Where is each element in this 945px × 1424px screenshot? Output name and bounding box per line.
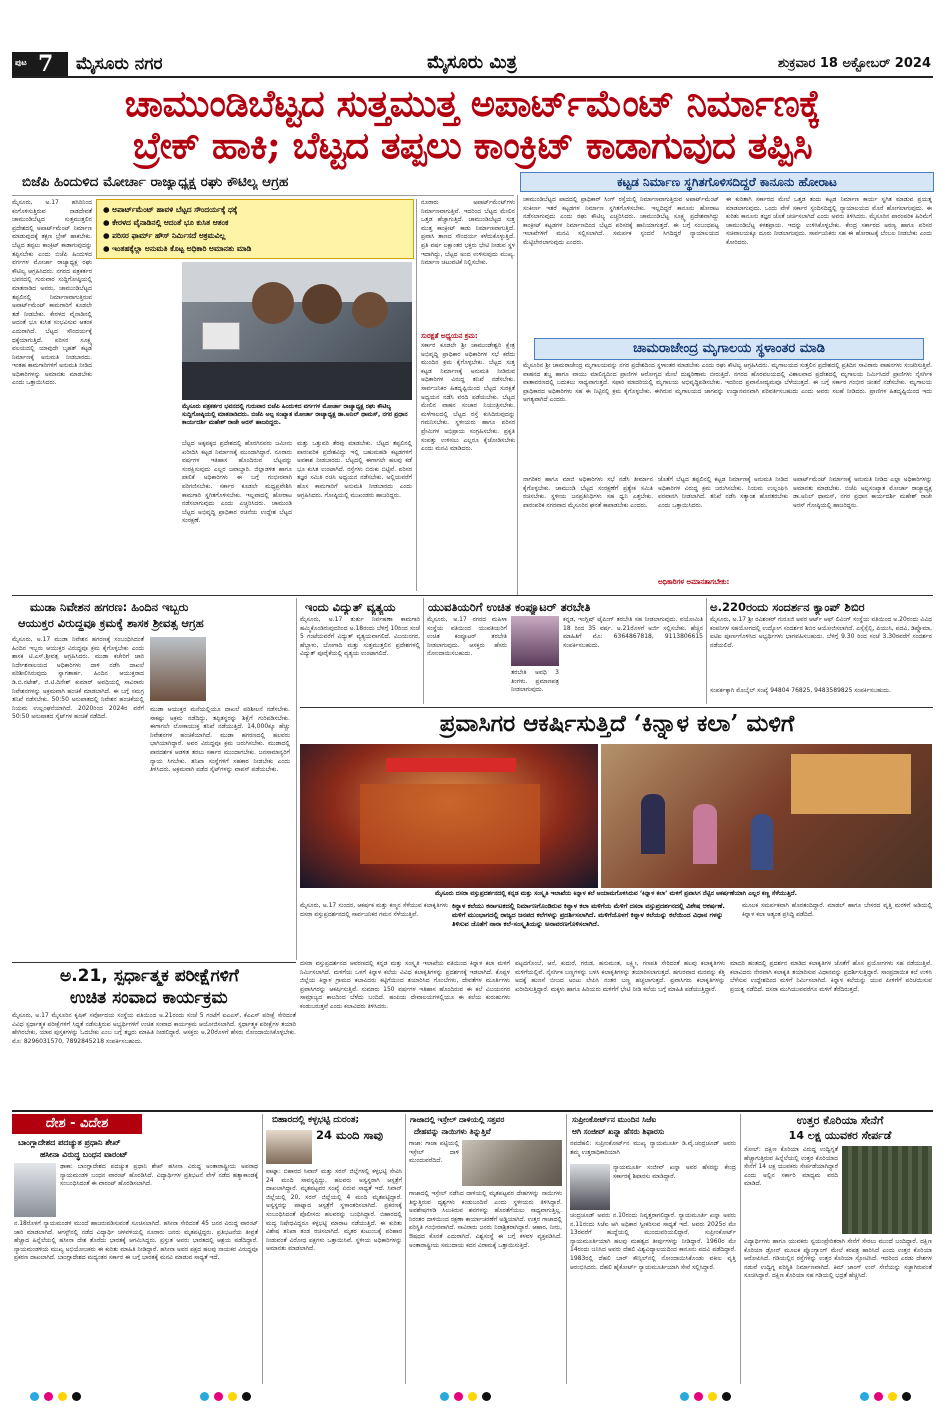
muda-headline-line1: ಮುಡಾ ನಿವೇಶನ ಹಗರಣ: ಹಿಂದಿನ ಇಬ್ಬರು: [30, 600, 189, 614]
zoo-body-col3: ಅಪಾರ್ಟ್‌ಮೆಂಟ್ ನಿರ್ಮಾಣಕ್ಕೆ ಅನುಮತಿ ನೀಡಿದ ಎಲ್ಲಾ ಅಧಿಕಾರಿಗಳನ್ನು ಅಮಾನತು ಮಾಡಬೇಕು. ಬಿಜೆಪಿ ಅಲ್ಪಸಂಖ್ಯಾತ ಮೋರ್ಚಾ ರಾಜ್ಯಾಧ್ಯಕ್ಷ ಡಾ.ಅನಿಲ್ ಥಾಮಸ್, ನಗರ ಪ್ರಧಾನ ಕಾರ್ಯದರ್ಶಿ ಮಹೇಶ್ ರಾಜೇ ಅರಸ್ ಗೋಷ್ಠಿಯಲ್ಲಿ ಹಾಜರಿದ್ದರು.: [793, 476, 932, 509]
subhead-action: ಅಧಿಕಾರಿಗಳ ಅಮಾನತಾಗಬೇಕು:: [658, 578, 730, 586]
kinnal-body-col3: ಮೂಲಕ ಸಮರ್ಪಕವಾಗಿ ಹೊರತಂದಿದ್ದಾರೆ. ಮಾಡಲ್ ಹಾಗೂ ಬೇಸರದ ವೃತ್ತಿ ಮರಳಿಗೆ ಅಡಿಯಲ್ಲಿ ಕಿನ್ನಾಳ ಕಲಾ ಅತ್ಯಂತ ಪ್ರಸಿದ್ಧಿ ಪಡೆದಿದೆ.: [742, 902, 932, 918]
kinnal-intro: ಕಿನ್ನಾಳ ಕಲೆಯು ಕರ್ನಾಟಕದಲ್ಲಿ ನಿರ್ಮಾಣಗೊಂಡಿರುವ ಕಿನ್ನಾಳ ಕಲಾ ಮಳಿಗೆಯ ಮೆಳಿಗೆ ದಸರಾ ವಸ್ತುಪ್ರದರ್ಶನದಲ್ಲಿ ವಿಶೇಷ ಆಕರ್ಷಣೆ. ಮಳಿಗೆ ಮುಂಭಾಗದಲ್ಲಿ ರಾಜ್ಯದ ಜನಪದ ಕಲೆಗಳನ್ನು ಪ್ರದರ್ಶಿಸಲಾಗಿದೆ. ಮಳಿಗೆಯೊಳಗೆ ಕಿನ್ನಾಳ ಕಲೆಯನ್ನು ಕಲೆಯಿಂದ ವಿಧಾನ ಗಳನ್ನು ತಿಳಿಸುವ ಜೊತೆಗೆ ನಾನಾ ಕಲೆ-ಸಂಸ್ಕೃತಿಯನ್ನು ಅನಾವರಣಗೊಳಿಸಲಾಗಿದೆ.: [452, 902, 725, 929]
photo-person: [352, 292, 388, 328]
world-s4-body: ಚಂದ್ರಚೂಡ್ ಅವರು ನ.10ರಂದು ನಿವೃತ್ತರಾಗಲಿದ್ದಾರೆ. ನ್ಯಾಯಮೂರ್ತಿ ಖನ್ನಾ ಅವರು ನ.11ರಂದು ಸಿಜೆಐ ಆಗಿ ಅಧಿಕಾರ ಸ್ವೀಕರಿಸುವ ಸಾಧ್ಯತೆ ಇದೆ. ಅವರು 2025ರ ಮೇ 13ರವರೆಗೆ ಹುದ್ದೆಯಲ್ಲಿ ಮುಂದುವರಿಯಲಿದ್ದಾರೆ. ಸುಪ್ರೀಂಕೋರ್ಟ್ ನ್ಯಾಯಮೂರ್ತಿಯಾಗಿ ಹಲವು ಮಹತ್ವದ ತೀರ್ಪುಗಳನ್ನು ನೀಡಿದ್ದಾರೆ. 1960ರ ಮೇ 14ರಂದು ಜನಿಸಿದ ಅವರು ದೆಹಲಿ ವಿಶ್ವವಿದ್ಯಾಲಯದಿಂದ ಕಾನೂನು ಪದವಿ ಪಡೆದಿದ್ದಾರೆ. 1983ರಲ್ಲಿ ದೆಹಲಿ ಬಾರ್ ಕೌನ್ಸಿಲ್‌ನಲ್ಲಿ ನೋಂದಾಯಿಸಿಕೊಂಡು ವಕೀಲ ವೃತ್ತಿ ಆರಂಭಿಸಿದರು. ದೆಹಲಿ ಹೈಕೋರ್ಟ್ ನ್ಯಾಯಮೂರ್ತಿಯಾಗಿ ಸೇವೆ ಸಲ್ಲಿಸಿದ್ದಾರೆ.: [570, 1212, 736, 1271]
registration-dot: [58, 1392, 67, 1401]
right-body-col1: ಚಾಮುಂಡಿಬೆಟ್ಟದ ಪಾದದಲ್ಲಿ ಪ್ರಾಧಿಕಾರ್ ಸಿಂಗ್ ರಸ್ತೆಯಲ್ಲಿ ನಿರ್ಮಾಣವಾಗುತ್ತಿರುವ ಅಪಾರ್ಟ್‌ಮೆಂಟ್ ಸಂಕೀರ್ಣ ಇತರೆ ಕಟ್ಟಡಗಳ ನಿರ್ಮಾಣ ಸ್ಥಗಿತಗೊಳಿಸಬೇಕು. ಇಲ್ಲದಿದ್ದರೆ ಕಾನೂನು ಹೋರಾಟ ನಡೆಸಲಾಗುವುದು ಎಂದು ರಘು ಕೌಟಿಲ್ಯ ಎಚ್ಚರಿಸಿದರು. ಚಾಮುಂಡಿಬೆಟ್ಟ ಸೂಕ್ಷ್ಮ ಪ್ರದೇಶವಾಗಿದ್ದು ಕಾಂಕ್ರೀಟ್ ಕಟ್ಟಡಗಳ ನಿರ್ಮಾಣದಿಂದ ಬೆಟ್ಟದ ಪರಿಸರಕ್ಕೆ ಹಾನಿಯಾಗುತ್ತದೆ. ಈ ಬಗ್ಗೆ ಸಂಬಂಧಪಟ್ಟ ಇಲಾಖೆಗಳಿಗೆ ಮನವಿ ಸಲ್ಲಿಸಲಾಗಿದೆ. ಸಮರ್ಪಕ ಸ್ಪಂದನೆ ಸಿಗದಿದ್ದರೆ ನ್ಯಾಯಾಲಯದ ಮೆಟ್ಟಿಲೇರಲಾಗುವುದು ಎಂದರು.: [523, 196, 719, 246]
registration-dot: [200, 1392, 209, 1401]
photo-document: [202, 322, 240, 350]
page-number-box: [12, 52, 68, 76]
exam-body: ಮೈಸೂರು, ಅ.17 ಮೈಸೂರಿನ ಕೃಷಿಕ್ ಸರ್ವೋದಯ ಸಂಸ್ಥೆಯ ವತಿಯಿಂದ ಅ.21ರಂದು ಸಂಜೆ 5 ಗಂಟೆಗೆ ಐಎಎಸ್, ಕೆಎಎಸ್ ಪರೀಕ್ಷೆ ಸೇರಿದಂತೆ ವಿವಿಧ ಸ್ಪರ್ಧಾತ್ಮಕ ಪರೀಕ್ಷೆಗಳಿಗೆ ಸಿದ್ಧತೆ ನಡೆಸುತ್ತಿರುವ ಅಭ್ಯರ್ಥಿಗಳಿಗೆ ಉಚಿತ ಸಂವಾದ ಕಾರ್ಯಕ್ರಮ ಆಯೋಜಿಸಲಾಗಿದೆ. ಸ್ಪರ್ಧಾತ್ಮಕ ಪರೀಕ್ಷೆಗಳ ತಯಾರಿ ಹೇಗಿರಬೇಕು, ಯಾವ ಪುಸ್ತಕಗಳನ್ನು ಓದಬೇಕು ಎಂಬ ಬಗ್ಗೆ ತಜ್ಞರು ಮಾಹಿತಿ ನೀಡಲಿದ್ದಾರೆ. ಆಸಕ್ತರು ಅ.20ರೊಳಗೆ ಹೆಸರು ನೋಂದಾಯಿಸಿಕೊಳ್ಳಬೇಕು. ಮೊ: 8296031570, 7892845218 ಸಂಪರ್ಕಿಸಬಹುದು.: [12, 1012, 296, 1045]
issue-date: ಶುಕ್ರವಾರ 18 ಅಕ್ಟೋಬರ್ 2024: [777, 56, 931, 71]
bullet-item: ● ಅಪಾರ್ಟ್‌ಮೆಂಟ್ ಹಾವಳಿ ಬೆಟ್ಟದ ಸೌಂದರ್ಯಕ್ಕೆ ಧಕ್ಕೆ: [103, 205, 238, 214]
lead-photo: [182, 262, 412, 400]
world-s1-photo: [14, 1163, 56, 1217]
muda-headline-line2: ಆಯುಕ್ತರ ವಿರುದ್ಧವೂ ಕ್ರಮಕ್ಕೆ ಶಾಸಕ ಶ್ರೀವತ್ಸ ಆಗ್ರಹ: [18, 616, 204, 630]
world-s2-body: ಪಾಟ್ನಾ: ಬಿಹಾರದ ಸಿವಾನ್ ಮತ್ತು ಸರನ್ ಜಿಲ್ಲೆಗಳಲ್ಲಿ ಕಳ್ಳಭಟ್ಟಿ ಸೇವಿಸಿ 24 ಮಂದಿ ಸಾವನ್ನಪ್ಪಿದ್ದು, ಹಲವರು ಅಸ್ವಸ್ಥರಾಗಿ ಆಸ್ಪತ್ರೆಗೆ ದಾಖಲಾಗಿದ್ದಾರೆ. ಮೃತಪಟ್ಟವರ ಸಂಖ್ಯೆ ಏರುವ ಸಾಧ್ಯತೆ ಇದೆ. ಸಿವಾನ್ ಜಿಲ್ಲೆಯಲ್ಲಿ 20, ಸರನ್ ಜಿಲ್ಲೆಯಲ್ಲಿ 4 ಮಂದಿ ಮೃತಪಟ್ಟಿದ್ದಾರೆ. ಅಸ್ವಸ್ಥರನ್ನು ಪಾಟ್ನಾದ ಆಸ್ಪತ್ರೆಗೆ ಸ್ಥಳಾಂತರಿಸಲಾಗಿದೆ. ಪ್ರಕರಣಕ್ಕೆ ಸಂಬಂಧಿಸಿದಂತೆ ಪೊಲೀಸರು ಹಲವರನ್ನು ಬಂಧಿಸಿದ್ದಾರೆ. ಬಿಹಾರದಲ್ಲಿ ಮದ್ಯ ನಿಷೇಧವಿದ್ದರೂ ಕಳ್ಳಭಟ್ಟಿ ಮಾರಾಟ ನಡೆಯುತ್ತಿದೆ. ಈ ಕುರಿತು ವಿಶೇಷ ತನಿಖಾ ತಂಡ ರಚಿಸಲಾಗಿದೆ. ಮೃತರ ಕುಟುಂಬಕ್ಕೆ ಪರಿಹಾರ ನೀಡುವಂತೆ ವಿರೋಧ ಪಕ್ಷಗಳು ಒತ್ತಾಯಿಸಿವೆ. ಸ್ಥಳೀಯ ಅಧಿಕಾರಿಗಳನ್ನು ಅಮಾನತು ಮಾಡಲಾಗಿದೆ.: [266, 1168, 402, 1253]
world-s4-body-mid: ನ್ಯಾಯಮೂರ್ತಿ ಸಂಜೀವ್ ಖನ್ನಾ ಅವರ ಹೆಸರನ್ನು ಕೇಂದ್ರ ಸರ್ಕಾರಕ್ಕೆ ಶಿಫಾರಸು ಮಾಡಿದ್ದಾರೆ.: [613, 1164, 736, 1180]
divider: [706, 598, 707, 704]
divider: [12, 962, 296, 963]
right-body-col2: ಈ ಕುರಿತಾಗಿ ಸರ್ಕಾರದ ಮೇಲೆ ಒತ್ತಡ ತಂದು ಕಟ್ಟಡ ನಿರ್ಮಾಣ ಕಾರ್ಯ ಸ್ಥಗಿತ ಮಾಡುವ ಪ್ರಯತ್ನ ಮಾಡಲಾಗುವುದು. ಒಂದು ವೇಳೆ ಸರ್ಕಾರ ಸ್ಪಂದಿಸದಿದ್ದಲ್ಲಿ ನ್ಯಾಯಾಲಯದ ಮೊರೆ ಹೋಗಲಾಗುವುದು. ಈ ಕುರಿತು ಕಾನೂನು ತಜ್ಞರ ಜೊತೆ ಚರ್ಚಿಸಲಾಗಿದೆ ಎಂದು ಅವರು ತಿಳಿಸಿದರು. ಮೈಸೂರಿನ ಪಾರಂಪರಿಕ ಹಿರಿಮೆಗೆ ಚಾಮುಂಡಿಬೆಟ್ಟ ಕಳಶಪ್ರಾಯ. ಇದನ್ನು ಉಳಿಸಿಕೊಳ್ಳಬೇಕು. ಕೇಂದ್ರ ಸರ್ಕಾರದ ಅರಣ್ಯ ಹಾಗೂ ಪರಿಸರ ಸಚಿವಾಲಯಕ್ಕೂ ದೂರು ನೀಡಲಾಗುವುದು. ಸಾರ್ವಜನಿಕರು ಸಹ ಈ ಹೋರಾಟಕ್ಕೆ ಬೆಂಬಲ ನೀಡಬೇಕು ಎಂದು ಕೋರಿದರು.: [726, 196, 932, 246]
world-s3-body: ಗಾಜಾದಲ್ಲಿ ಇಸ್ರೇಲ್ ನಡೆಸಿದ ದಾಳಿಯಲ್ಲಿ ಮೃತಪಟ್ಟವರ ದೇಹಗಳನ್ನು ನಾಯಿಗಳು ತಿನ್ನುತ್ತಿರುವ ದೃಶ್ಯಗಳು ಕಂಡುಬಂದಿವೆ ಎಂದು ಸ್ಥಳೀಯರು ತಿಳಿಸಿದ್ದಾರೆ. ಅವಶೇಷಗಳಡಿ ಸಿಲುಕಿರುವ ಶವಗಳನ್ನು ಹೊರತೆಗೆಯಲು ಸಾಧ್ಯವಾಗುತ್ತಿಲ್ಲ. ನಿರಂತರ ದಾಳಿಯಿಂದ ರಕ್ಷಣಾ ಕಾರ್ಯಾಚರಣೆಗೆ ಅಡ್ಡಿಯಾಗಿದೆ. ಉತ್ತರ ಗಾಜಾದಲ್ಲಿ ಪರಿಸ್ಥಿತಿ ಗಂಭೀರವಾಗಿದೆ. ಸಾವಿರಾರು ಜನರು ನಿರಾಶ್ರಿತರಾಗಿದ್ದಾರೆ. ಆಹಾರ, ನೀರು, ಔಷಧದ ಕೊರತೆ ಎದುರಾಗಿದೆ. ವಿಶ್ವಸಂಸ್ಥೆ ಈ ಬಗ್ಗೆ ಕಳವಳ ವ್ಯಕ್ತಪಡಿಸಿದೆ. ಅಂತಾರಾಷ್ಟ್ರೀಯ ಸಮುದಾಯ ಕದನ ವಿರಾಮಕ್ಕೆ ಒತ್ತಾಯಿಸುತ್ತಿದೆ.: [409, 1190, 562, 1249]
world-s1-title-line1: ಬಾಂಗ್ಲಾದೇಶದ ಪದಚ್ಯುತ ಪ್ರಧಾನಿ ಶೇಖ್: [18, 1138, 121, 1147]
zoo-headline: ಚಾಮರಾಜೇಂದ್ರ ಮೃಗಾಲಯ ಸ್ಥಳಾಂತರ ಮಾಡಿ: [534, 338, 924, 360]
world-s4-photo: [570, 1164, 610, 1210]
kinnal-body-col4: ದಸರಾ ವಸ್ತುಪ್ರದರ್ಶನದ ಆವರಣದಲ್ಲಿ ಕನ್ನಡ ಮತ್ತು ಸಂಸ್ಕೃತಿ ಇಲಾಖೆಯ ವತಿಯಿಂದ ಕಿನ್ನಾಳ ಕಲಾ ಮಳಿಗೆ ನಿರ್ಮಿಸಲಾಗಿದೆ. ಮಳಿಗೆಯ ಒಳಗೆ ಕಿನ್ನಾಳ ಕಲೆಯ ವಿವಿಧ ಕಲಾಕೃತಿಗಳನ್ನು ಪ್ರದರ್ಶನಕ್ಕೆ ಇಡಲಾಗಿದೆ. ಕೊಪ್ಪಳ ಜಿಲ್ಲೆಯ ಕಿನ್ನಾಳ ಗ್ರಾಮದ ಕಲಾವಿದರು ಕಟ್ಟಿಗೆಯಿಂದ ತಯಾರಿಸಿದ ಗೊಂಬೆಗಳು, ದೇವತೆಗಳ ಮೂರ್ತಿಗಳು ಪ್ರವಾಸಿಗರನ್ನು ಆಕರ್ಷಿಸುತ್ತಿವೆ. ಸುಮಾರು 150 ವರ್ಷಗಳ ಇತಿಹಾಸ ಹೊಂದಿರುವ ಈ ಕಲೆ ವಿಜಯನಗರ ಸಾಮ್ರಾಜ್ಯದ ಕಾಲದಿಂದ ಬೆಳೆದು ಬಂದಿದೆ. ಹಂಪಿಯ ದೇವಾಲಯಗಳಲ್ಲಿಯೂ ಈ ಕಲೆಯ ಕುರುಹುಗಳು ಕಂಡುಬರುತ್ತವೆ ಎಂದು ಕಲಾವಿದರು ತಿಳಿಸಿದರು.: [300, 960, 510, 1010]
world-s2-photo: [266, 1130, 312, 1164]
divider: [300, 707, 933, 708]
lead-subhead-right: ಕಟ್ಟಡ ನಿರ್ಮಾಣ ಸ್ಥಗಿತಗೊಳಿಸದಿದ್ದರೆ ಕಾನೂನು ಹೋರಾಟ: [520, 172, 934, 192]
world-s2-title-line2: 24 ಮಂದಿ ಸಾವು: [316, 1128, 384, 1142]
world-s2-title-line1: ಬಿಹಾರದಲ್ಲಿ ಕಳ್ಳಭಟ್ಟಿ ದುರಂತ;: [272, 1115, 360, 1125]
world-s5-body: ವಿದ್ಯಾರ್ಥಿಗಳು ಹಾಗೂ ಯುವಕರು ಸ್ವಯಂಪ್ರೇರಿತರಾಗಿ ಸೇನೆಗೆ ಸೇರಲು ಮುಂದೆ ಬಂದಿದ್ದಾರೆ. ದಕ್ಷಿಣ ಕೊರಿಯಾ ಡ್ರೋನ್ ಮೂಲಕ ಪ್ಯೊಂಗ್ಯಾಂಗ್ ಮೇಲೆ ಕರಪತ್ರ ಹಾರಿಸಿದೆ ಎಂದು ಉತ್ತರ ಕೊರಿಯಾ ಆರೋಪಿಸಿದೆ. ಗಡಿಯಲ್ಲಿನ ರಸ್ತೆಗಳನ್ನು ಉತ್ತರ ಕೊರಿಯಾ ಸ್ಫೋಟಿಸಿದೆ. ಇದರಿಂದ ಎರಡು ದೇಶಗಳ ನಡುವೆ ಉದ್ವಿಗ್ನ ಪರಿಸ್ಥಿತಿ ನಿರ್ಮಾಣವಾಗಿದೆ. ಕಿಮ್ ಜಾಂಗ್ ಉನ್ ಸೇನೆಯನ್ನು ಸಜ್ಜಾಗಿರುವಂತೆ ಸೂಚಿಸಿದ್ದಾರೆ. ದಕ್ಷಿಣ ಕೊರಿಯಾ ಸಹ ಗಡಿಯಲ್ಲಿ ಭದ್ರತೆ ಹೆಚ್ಚಿಸಿದೆ.: [744, 1238, 932, 1280]
divider: [12, 1110, 933, 1112]
lead-body-col1: ಮೈಸೂರು, ಅ.17 ಹಸಿರಿನಿಂದ ಕಂಗೊಳಿಸುತ್ತಿರುವ ನಾಡದೇವತೆ ಚಾಮುಂಡಿಬೆಟ್ಟದ ಸುತ್ತಮುತ್ತಲಿನ ಪ್ರದೇಶದಲ್ಲಿ ಅಪಾರ್ಟ್‌ಮೆಂಟ್ ನಿರ್ಮಾಣ ಮಾಡುವುದಕ್ಕೆ ತಕ್ಷಣ ಬ್ರೇಕ್ ಹಾಕಬೇಕು. ಬೆಟ್ಟದ ತಪ್ಪಲು ಕಾಂಕ್ರಿಟ್ ಕಾಡಾಗುವುದನ್ನು ತಪ್ಪಿಸಬೇಕು ಎಂದು ಬಿಜೆಪಿ ಹಿಂದುಳಿದ ವರ್ಗಗಳ ಮೋರ್ಚಾ ರಾಜ್ಯಾಧ್ಯಕ್ಷ ರಘು ಕೌಟಿಲ್ಯ ಆಗ್ರಹಿಸಿದರು. ನಗರದ ಪತ್ರಕರ್ತರ ಭವನದಲ್ಲಿ ಗುರುವಾರ ಸುದ್ದಿಗೋಷ್ಠಿಯಲ್ಲಿ ಮಾತನಾಡಿದ ಅವರು, ಚಾಮುಂಡಿಬೆಟ್ಟದ ತಪ್ಪಲಿನಲ್ಲಿ ನಿರ್ಮಾಣವಾಗುತ್ತಿರುವ ಅಪಾರ್ಟ್‌ಮೆಂಟ್ ಕಾಮಗಾರಿಗೆ ಕೂಡಲೇ ತಡೆ ನೀಡಬೇಕು. ಕೇರಳದ ವೈನಾಡಿನಲ್ಲಿ ಆದಂತೆ ಭೂ ಕುಸಿತ ಸಂಭವಿಸುವ ಆತಂಕ ಎದುರಾಗಿದೆ. ಬೆಟ್ಟದ ಸೌಂದರ್ಯಕ್ಕೆ ಧಕ್ಕೆಯಾಗುತ್ತಿದೆ. ಪರಿಸರ ಸೂಕ್ಷ್ಮ ವಲಯದಲ್ಲಿ ಯಾವುದೇ ಬೃಹತ್ ಕಟ್ಟಡ ನಿರ್ಮಾಣಕ್ಕೆ ಅನುಮತಿ ನೀಡಬಾರದು. ಇಂತಹ ಕಾಮಗಾರಿಗಳಿಗೆ ಅನುಮತಿ ನೀಡಿದ ಅಧಿಕಾರಿಗಳನ್ನು ಅಮಾನತು ಮಾಡಬೇಕು ಎಂದು ಒತ್ತಾಯಿಸಿದರು.: [12, 199, 92, 387]
muda-body-col1: ಮೈಸೂರು, ಅ.17 ಮುಡಾ ನಿವೇಶನ ಹಗರಣಕ್ಕೆ ಸಂಬಂಧಿಸಿದಂತೆ ಹಿಂದಿನ ಇಬ್ಬರು ಆಯುಕ್ತರ ವಿರುದ್ಧವೂ ಕ್ರಮ ಕೈಗೊಳ್ಳಬೇಕು ಎಂದು ಶಾಸಕ ಟಿ.ಎಸ್.ಶ್ರೀವತ್ಸ ಆಗ್ರಹಿಸಿದರು. ಮುಡಾ ಕಚೇರಿಗೆ ಜಾರಿ ನಿರ್ದೇಶನಾಲಯದ ಅಧಿಕಾರಿಗಳು ದಾಳಿ ನಡೆಸಿ ದಾಖಲೆ ಪರಿಶೀಲಿಸಿರುವುದು ಸ್ವಾಗತಾರ್ಹ. ಹಿಂದಿನ ಆಯುಕ್ತರಾದ ಡಿ.ಬಿ.ನಟೇಶ್, ಜಿ.ಟಿ.ದಿನೇಶ್ ಕುಮಾರ್ ಅವಧಿಯಲ್ಲಿ ಸಾವಿರಾರು ನಿವೇಶನಗಳನ್ನು ಅಕ್ರಮವಾಗಿ ಹಂಚಿಕೆ ಮಾಡಲಾಗಿದೆ. ಈ ಬಗ್ಗೆ ಸಮಗ್ರ ತನಿಖೆ ನಡೆಸಬೇಕು. 50:50 ಅನುಪಾತದಲ್ಲಿ ನಿವೇಶನ ಹಂಚಿಕೆಯಲ್ಲಿ ನಿಯಮ ಉಲ್ಲಂಘನೆಯಾಗಿದೆ. 2020ರಿಂದ 2024ರ ವರೆಗೆ 50:50 ಅನುಪಾತದ ಸೈಟ್‌ಗಳ ಹಂಚಿಕೆ ನಡೆದಿದೆ.: [12, 636, 144, 721]
bullet-item: ● ಪರಿಸರ ಫಾರ್ಮ್ ಹೌಸ್ ನಿರ್ಮಿಸದೆ ಅಕ್ರಮವಿಲ್ಲ: [103, 231, 226, 240]
lead-body-col4: ನೂರಾರು ಅಪಾರ್ಟ್‌ಮೆಂಟ್‌ಗಳು ನಿರ್ಮಾಣವಾಗುತ್ತಿವೆ. ಇದರಿಂದ ಬೆಟ್ಟದ ಮೇಲಿನ ಒತ್ತಡ ಹೆಚ್ಚಾಗುತ್ತಿದೆ. ಚಾಮುಂಡಿಬೆಟ್ಟದ ಸುತ್ತ ಮುತ್ತ ಕಾಂಕ್ರೀಟ್ ಕಾಡು ನಿರ್ಮಾಣವಾಗುತ್ತಿದೆ. ಪ್ರವಾಸಿ ತಾಣದ ಸೌಂದರ್ಯ ಕಳೆದುಕೊಳ್ಳುತ್ತಿದೆ. ಪ್ರತಿ ವರ್ಷ ಲಕ್ಷಾಂತರ ಭಕ್ತರು ಭೇಟಿ ನೀಡುವ ಸ್ಥಳ ಇದಾಗಿದ್ದು, ಬೆಟ್ಟದ ಅಂದ ಉಳಿಸುವುದು ಮುಖ್ಯ. ನಿರ್ಮಾಣ ಚಟುವಟಿಕೆ ನಿಲ್ಲಿಸಬೇಕು.: [421, 199, 515, 267]
divider: [12, 195, 514, 196]
photo-person: [252, 282, 294, 324]
computer-body-col3: ಕನ್ನಡ, ಇಂಗ್ಲಿಷ್ ಟೈಪಿಂಗ್ ತರಬೇತಿ ಸಹ ನೀಡಲಾಗುವುದು. ವಯೋಮಿತಿ 18 ರಿಂದ 35 ವರ್ಷ. ಅ.21ರೊಳಗೆ ಅರ್ಜಿ ಸಲ್ಲಿಸಬೇಕು. ಹೆಚ್ಚಿನ ಮಾಹಿತಿಗೆ ಮೊ: 6364867818, 9113806615 ಸಂಪರ್ಕಿಸಬಹುದು.: [563, 616, 703, 649]
kinnal-photo-stall: [300, 744, 598, 888]
kinnal-body-col5: ಪಟ್ಟದಗೊಂಬೆ, ಆನೆ, ಕುದುರೆ, ಗರುಡ, ಹನುಮಂತ, ಲಕ್ಷ್ಮೀ, ಗಣಪತಿ ಸೇರಿದಂತೆ ಹಲವು ಕಲಾಕೃತಿಗಳು ಮಳಿಗೆಯಲ್ಲಿವೆ. ನೈಸರ್ಗಿಕ ಬಣ್ಣಗಳನ್ನು ಬಳಸಿ ಕಲಾಕೃತಿಗಳನ್ನು ತಯಾರಿಸಲಾಗುತ್ತದೆ. ಹಗುರವಾದ ಮರವನ್ನು ಕೆತ್ತಿ ಅದಕ್ಕೆ ಹುಣಸೆ ಬೀಜದ ಅಂಟು ಲೇಪಿಸಿ ನಂತರ ಬಣ್ಣ ಹಚ್ಚಲಾಗುತ್ತದೆ. ಪ್ರವಾಸಿಗರು ಕಲಾಕೃತಿಗಳನ್ನು ಖರೀದಿಸುತ್ತಿದ್ದಾರೆ. ಮಕ್ಕಳು ಹಾಗೂ ಹಿರಿಯರು ಮಳಿಗೆಗೆ ಭೇಟಿ ನೀಡಿ ಕಲೆಯ ಬಗ್ಗೆ ಮಾಹಿತಿ ಪಡೆಯುತ್ತಿದ್ದಾರೆ.: [515, 960, 725, 993]
bullet-text: ಪರಿಸರ ಫಾರ್ಮ್ ಹೌಸ್ ನಿರ್ಮಿಸದೆ ಅಕ್ರಮವಿಲ್ಲ: [112, 231, 226, 240]
registration-dot: [722, 1392, 731, 1401]
muda-body-col2: ಮುಡಾ ಆಯುಕ್ತರ ಮನೆಯಲ್ಲಿಯೂ ದಾಖಲೆ ಪರಿಶೀಲನೆ ನಡೆಸಬೇಕು. ಸಾಕಷ್ಟು ಅಕ್ರಮ ನಡೆದಿದ್ದು, ತಪ್ಪಿತಸ್ಥರನ್ನು ಶಿಕ್ಷೆಗೆ ಗುರಿಪಡಿಸಬೇಕು. ಈಗಾಗಲೇ ಲೋಕಾಯುಕ್ತ ತನಿಖೆ ನಡೆಯುತ್ತಿದೆ. 14,000ಕ್ಕೂ ಹೆಚ್ಚು ನಿವೇಶನಗಳ ಹಂಚಿಕೆಯಾಗಿದೆ. ಮುಡಾ ಹಗರಣದಲ್ಲಿ ಹಲವರು ಭಾಗಿಯಾಗಿದ್ದಾರೆ. ಅವರ ವಿರುದ್ಧವೂ ಕ್ರಮ ಜರುಗಿಸಬೇಕು. ಮುಡಾದಲ್ಲಿ ಪಾರದರ್ಶಕ ಆಡಳಿತ ತರಲು ಸರ್ಕಾರ ಮುಂದಾಗಬೇಕು. ಜನಸಾಮಾನ್ಯರಿಗೆ ನ್ಯಾಯ ಸಿಗಬೇಕು. ತನಿಖಾ ಸಂಸ್ಥೆಗಳಿಗೆ ಸಹಕಾರ ನೀಡಬೇಕು ಎಂದು ತಿಳಿಸಿದರು. ಅಕ್ರಮವಾಗಿ ಪಡೆದ ಸೈಟ್‌ಗಳನ್ನು ವಾಪಸ್ ಪಡೆಯಬೇಕು.: [150, 706, 290, 774]
world-s5-title-line1: ಉತ್ತರ ಕೊರಿಯಾ ಸೇನೆಗೆ: [796, 1114, 884, 1127]
world-s3-title-line2: ದೇಹವನ್ನು ನಾಯಿಗಳು ತಿನ್ನುತ್ತಿವೆ: [414, 1127, 491, 1136]
interview-body: ಮೈಸೂರು, ಅ.17 ಶ್ರೀ ರವಿಶಂಕರ್ ಗುರೂಜಿ ಅವರ ಆರ್ಟ್ ಆಫ್ ಲಿವಿಂಗ್ ಸಂಸ್ಥೆಯ ವತಿಯಿಂದ ಅ.20ರಂದು ವಿವಿಧ ಕಂಪನಿಗಳ ಸಹಯೋಗದಲ್ಲಿ ಉದ್ಯೋಗ ಸಂದರ್ಶನ ಶಿಬಿರ ಆಯೋಜಿಸಲಾಗಿದೆ. ಎಸ್ಸೆಸ್ಸೆಲ್ಸಿ, ಪಿಯುಸಿ, ಪದವಿ, ಡಿಪ್ಲೊಮಾ, ಐಟಿಐ ಪೂರ್ಣಗೊಳಿಸಿದ ಅಭ್ಯರ್ಥಿಗಳು ಭಾಗವಹಿಸಬಹುದು. ಬೆಳಿಗ್ಗೆ 9.30 ರಿಂದ ಸಂಜೆ 3.30ರವರೆಗೆ ಸಂದರ್ಶನ ನಡೆಯಲಿದೆ.: [710, 616, 932, 649]
zoo-body-col1: ನಾಗರಿಕರ ಹಾಗೂ ಮಾಜಿ ಅಧಿಕಾರಿಗಳು ಸಭೆ ನಡೆಸಿ ತೀರ್ಮಾನ ಕೈಗೊಳ್ಳಬೇಕು. ಚಾಮುಂಡಿ ಬೆಟ್ಟದ ಸಂರಕ್ಷಣೆಗೆ ಪ್ರತ್ಯೇಕ ಸಮಿತಿ ರಚಿಸಬೇಕು. ಸ್ಥಳೀಯ ಜನಪ್ರತಿನಿಧಿಗಳು ಸಹ ಧ್ವನಿ ಎತ್ತಬೇಕು. ಪಾರಂಪರಿಕ ನಗರವಾದ ಮೈಸೂರಿನ ಘನತೆ ಕಾಪಾಡಬೇಕು ಎಂದರು.: [523, 476, 653, 509]
registration-dot: [214, 1392, 223, 1401]
registration-dot: [482, 1392, 491, 1401]
bullet-item: ● ಕೇರಳದ ವೈನಾಡಿನಲ್ಲಿ ಆದಂತೆ ಭೂ ಕುಸಿತ ಆತಂಕ: [103, 218, 229, 227]
exam-headline-line1: ಅ.21, ಸ್ಪರ್ಧಾತ್ಮಕ ಪರೀಕ್ಷೆಗಳಿಗೆ: [60, 966, 239, 986]
exam-headline-line2: ಉಚಿತ ಸಂವಾದ ಕಾರ್ಯಕ್ರಮ: [70, 988, 228, 1008]
registration-dot: [242, 1392, 251, 1401]
registration-dot: [708, 1392, 717, 1401]
interior-visitor: [751, 814, 773, 870]
registration-dot: [680, 1392, 689, 1401]
registration-dot: [860, 1392, 869, 1401]
registration-dot: [228, 1392, 237, 1401]
registration-dot: [874, 1392, 883, 1401]
kinnal-body-col6: ಮಾದರಿ ಹಂತದಲ್ಲಿ ಪ್ರದರ್ಶನ ಮಾಡಿದ ಕಲಾಕೃತಿಗಳ ಜೊತೆಗೆ ಹೊಸ ಪ್ರಯೋಗಗಳು ಸಹ ನಡೆಯುತ್ತಿವೆ. ಕಲಾವಿದರು ನೇರವಾಗಿ ಕಲಾಕೃತಿ ತಯಾರಿಸುವ ವಿಧಾನವನ್ನು ಪ್ರದರ್ಶಿಸುತ್ತಿದ್ದಾರೆ. ಸಾಂಪ್ರದಾಯಿಕ ಕಲೆ ಉಳಿಸಿ ಬೆಳೆಸುವ ಉದ್ದೇಶದಿಂದ ಮಳಿಗೆ ನಿರ್ಮಿಸಲಾಗಿದೆ. ಕಿನ್ನಾಳ ಕಲೆಯನ್ನು ಯುವ ಪೀಳಿಗೆಗೆ ಪರಿಚಯಿಸುವ ಪ್ರಯತ್ನ ನಡೆದಿದೆ. ದಸರಾ ಮುಗಿಯುವವರೆಗೂ ಮಳಿಗೆ ತೆರೆದಿರುತ್ತದೆ.: [730, 960, 932, 993]
photo-table: [182, 362, 412, 400]
divider: [416, 199, 417, 591]
bullet-text: ಇಂತಹಕ್ಕೆಲ್ಲಾ ಅನುಮತಿ ಕೊಟ್ಟ ಅಧಿಕಾರಿ ಅಮಾನತು ಮಾಡಿ: [112, 244, 252, 253]
bullet-text: ಅಪಾರ್ಟ್‌ಮೆಂಟ್ ಹಾವಳಿ ಬೆಟ್ಟದ ಸೌಂದರ್ಯಕ್ಕೆ ಧಕ್ಕೆ: [112, 205, 238, 214]
power-body: ಮೈಸೂರು, ಅ.17 ತುರ್ತು ನಿರ್ವಹಣಾ ಕಾಮಗಾರಿ ಹಮ್ಮಿಕೊಂಡಿರುವುದರಿಂದ ಅ.18ರಂದು ಬೆಳಿಗ್ಗೆ 10ರಿಂದ ಸಂಜೆ 5 ಗಂಟೆಯವರೆಗೆ ವಿದ್ಯುತ್ ವ್ಯತ್ಯಯವಾಗಲಿದೆ. ವಿಜಯನಗರ, ಹೆಬ್ಬಾಳು, ಬೋಗಾದಿ ಮತ್ತು ಸುತ್ತಮುತ್ತಲಿನ ಪ್ರದೇಶಗಳಲ್ಲಿ ವಿದ್ಯುತ್ ಪೂರೈಕೆಯಲ್ಲಿ ವ್ಯತ್ಯಯ ಉಂಟಾಗಲಿದೆ.: [300, 616, 420, 658]
stall-facade: [360, 784, 540, 864]
interview-contact: ಸಂಪರ್ಕಕ್ಕಾಗಿ ಮೊಬೈಲ್ ಸಂಖ್ಯೆ 94804 76825, 9483589825 ಸಂಪರ್ಕಿಸಬಹುದು.: [710, 687, 891, 694]
registration-dot: [888, 1392, 897, 1401]
world-s5-title-line2: 14 ಲಕ್ಷ ಯುವಕರ ಸೇರ್ಪಡೆ: [788, 1129, 892, 1142]
lead-bullets-box: [96, 199, 414, 259]
divider: [405, 1114, 406, 1384]
bullet-item: ● ಇಂತಹಕ್ಕೆಲ್ಲಾ ಅನುಮತಿ ಕೊಟ್ಟ ಅಧಿಕಾರಿ ಅಮಾನತು ಮಾಡಿ: [103, 244, 252, 253]
world-s4-title-line2: ಆಗಿ ಸಂಜೀವ್ ಖನ್ನಾ ಹೆಸರು ಶಿಫಾರಸು: [572, 1127, 665, 1136]
registration-dot: [72, 1392, 81, 1401]
section-name: ಮೈಸೂರು ನಗರ: [76, 54, 163, 74]
world-s1-title-line2: ಹಸೀನಾ ವಿರುದ್ಧ ಬಂಧನ ವಾರಂಟ್: [40, 1150, 128, 1159]
page-number: 7: [38, 51, 54, 77]
muda-mla-photo: [150, 637, 206, 701]
interior-artwork: [791, 754, 911, 814]
divider: [423, 598, 424, 704]
zoo-body-col2: ಜೊತೆಗೆ ಬೆಟ್ಟದ ತಪ್ಪಲಿನಲ್ಲಿ ಕಟ್ಟಡ ನಿರ್ಮಾಣಕ್ಕೆ ಅನುಮತಿ ನೀಡಿದ ಅಧಿಕಾರಿಗಳ ವಿರುದ್ಧ ಕ್ರಮ ಜರುಗಿಸಬೇಕು. ನಿಯಮ ಉಲ್ಲಂಘಿಸಿ ಪರವಾನಗಿ ನೀಡಲಾಗಿದೆ. ತನಿಖೆ ನಡೆಸಿ ಸತ್ಯಾಂಶ ಹೊರತರಬೇಕು ಎಂದು ಒತ್ತಾಯಿಸಿದರು.: [658, 476, 788, 509]
lead-subhead-left: ಬಿಜೆಪಿ ಹಿಂದುಳಿದ ಮೋರ್ಚಾ ರಾಜ್ಯಾಧ್ಯಕ್ಷ ರಘು ಕೌಟಿಲ್ಯ ಆಗ್ರಹ: [22, 174, 289, 190]
divider: [740, 1114, 741, 1384]
lead-photo-caption: ಮೈಸೂರು ಪತ್ರಕರ್ತರ ಭವನದಲ್ಲಿ ಗುರುವಾರ ಬಿಜೆಪಿ ಹಿಂದುಳಿದ ವರ್ಗಗಳ ಮೋರ್ಚಾ ರಾಜ್ಯಾಧ್ಯಕ್ಷ ರಘು ಕೌಟಿಲ್ಯ ಸುದ್ದಿಗೋಷ್ಠಿಯಲ್ಲಿ ಮಾತನಾಡಿದರು. ಬಿಜೆಪಿ ಅಲ್ಪ ಸಂಖ್ಯಾತ ಮೋರ್ಚಾ ರಾಜ್ಯಾಧ್ಯಕ್ಷ ಡಾ.ಅನಿಲ್ ಥಾಮಸ್, ನಗರ ಪ್ರಧಾನ ಕಾರ್ಯದರ್ಶಿ ಮಹೇಶ್ ರಾಜೇ ಅರಸ್ ಹಾಜರಿದ್ದರು.: [182, 403, 408, 426]
lead-body-col5: ಸರ್ಕಾರ ಕೂಡಲೇ ಶ್ರೀ ಚಾಮುಂಡೇಶ್ವರಿ ಕ್ಷೇತ್ರ ಅಭಿವೃದ್ಧಿ ಪ್ರಾಧಿಕಾರ ಅಧಿಕಾರಿಗಳ ಸಭೆ ಕರೆದು ಮುಂದಿನ ಕ್ರಮ ಕೈಗೊಳ್ಳಬೇಕು. ಬೆಟ್ಟದ ಸುತ್ತ ಕಟ್ಟಡ ನಿರ್ಮಾಣಕ್ಕೆ ಅನುಮತಿ ನೀಡಿರುವ ಅಧಿಕಾರಿಗಳ ವಿರುದ್ಧ ತನಿಖೆ ನಡೆಸಬೇಕು. ಸಾರ್ವಜನಿಕರ ಹಿತದೃಷ್ಟಿಯಿಂದ ಬೆಟ್ಟದ ಸುರಕ್ಷತೆ ಅಧ್ಯಯನ ನಡೆಸಿ ವರದಿ ಪಡೆಯಬೇಕು. ಬೆಟ್ಟದ ಮೇಲಿನ ವಾಹನ ಸಂಚಾರ ನಿಯಂತ್ರಿಸಬೇಕು. ಮಳೆಗಾಲದಲ್ಲಿ ಬೆಟ್ಟದ ರಸ್ತೆ ಕುಸಿದಿರುವುದನ್ನು ಗಮನಿಸಬೇಕು. ಸ್ಥಳೀಯರು ಹಾಗೂ ಪರಿಸರ ಪ್ರೇಮಿಗಳ ಅಭಿಪ್ರಾಯ ಸಂಗ್ರಹಿಸಬೇಕು. ಪ್ರಕೃತಿ ಸಂಪತ್ತು ಉಳಿಸಲು ಎಲ್ಲರೂ ಕೈಜೋಡಿಸಬೇಕು ಎಂದು ಮನವಿ ಮಾಡಿದರು.: [421, 342, 515, 453]
registration-dot: [454, 1392, 463, 1401]
stall-banner: [386, 758, 516, 772]
photo-person: [302, 284, 342, 324]
world-s4-title-line1: ಸುಪ್ರೀಂಕೋರ್ಟ್‌ನ ಮುಂದಿನ ಸಿಜೆಐ: [572, 1115, 657, 1124]
world-s3-photo: [462, 1140, 562, 1186]
world-s4-body-top: ನವದೆಹಲಿ: ಸುಪ್ರೀಂಕೋರ್ಟ್‌ನ ಮುಖ್ಯ ನ್ಯಾಯಮೂರ್ತಿ ಡಿ.ವೈ.ಚಂದ್ರಚೂಡ್ ಅವರು ತಮ್ಮ ಉತ್ತರಾಧಿಕಾರಿಯಾಗಿ: [570, 1140, 736, 1156]
registration-dot: [440, 1392, 449, 1401]
computer-headline: ಯುವತಿಯರಿಗೆ ಉಚಿತ ಕಂಪ್ಯೂಟರ್ ತರಬೇತಿ: [428, 600, 591, 614]
interior-visitor: [693, 804, 717, 864]
zoo-body: ಮೈಸೂರಿನ ಶ್ರೀ ಚಾಮರಾಜೇಂದ್ರ ಮೃಗಾಲಯವನ್ನು ನಗರ ಪ್ರದೇಶದಿಂದ ಸ್ಥಳಾಂತರ ಮಾಡಬೇಕು ಎಂದು ರಘು ಕೌಟಿಲ್ಯ ಆಗ್ರಹಿಸಿದರು. ಮೃಗಾಲಯದ ಸುತ್ತಲಿನ ಪ್ರದೇಶದಲ್ಲಿ ಪ್ರತಿದಿನ ಸಾವಿರಾರು ವಾಹನಗಳು ಸಂಚರಿಸುತ್ತಿವೆ. ವಾಹನದ ಶಬ್ದ ಹಾಗೂ ವಾಯು ಮಾಲಿನ್ಯದಿಂದ ಪ್ರಾಣಿಗಳ ಆರೋಗ್ಯದ ಮೇಲೆ ದುಷ್ಪರಿಣಾಮ ಬೀರುತ್ತಿದೆ. ನಗರದ ಹೊರವಲಯದಲ್ಲಿ ವಿಶಾಲವಾದ ಪ್ರದೇಶದಲ್ಲಿ ಮೃಗಾಲಯ ನಿರ್ಮಿಸಿದರೆ ಪ್ರಾಣಿಗಳು ನೈಸರ್ಗಿಕ ವಾತಾವರಣದಲ್ಲಿ ಬದುಕಲು ಸಾಧ್ಯವಾಗುತ್ತದೆ. ಸಫಾರಿ ಮಾದರಿಯಲ್ಲಿ ಮೃಗಾಲಯ ಅಭಿವೃದ್ಧಿಪಡಿಸಬೇಕು. ಇದರಿಂದ ಪ್ರವಾಸೋದ್ಯಮವೂ ಬೆಳೆಯುತ್ತದೆ. ಈ ಬಗ್ಗೆ ಸರ್ಕಾರ ಗಂಭೀರ ಚಿಂತನೆ ನಡೆಸಬೇಕು. ಮೃಗಾಲಯ ಪ್ರಾಧಿಕಾರದ ಅಧಿಕಾರಿಗಳು ಸಹ ಈ ನಿಟ್ಟಿನಲ್ಲಿ ಕ್ರಮ ಕೈಗೊಳ್ಳಬೇಕು. ಈಗಿರುವ ಮೃಗಾಲಯದ ಜಾಗವನ್ನು ಉದ್ಯಾನವನವಾಗಿ ಪರಿವರ್ತಿಸಬಹುದು ಎಂದು ಅವರು ಸಲಹೆ ನೀಡಿದರು. ಪ್ರಾಣಿಗಳ ಹಿತದೃಷ್ಟಿಯಿಂದ ಇದು ಅಗತ್ಯವಾಗಿದೆ ಎಂದರು.: [523, 362, 932, 404]
computer-body-col1: ಮೈಸೂರು, ಅ.17 ನಗರದ ಮಹಿಳಾ ಸಂಸ್ಥೆಯ ವತಿಯಿಂದ ಯುವತಿಯರಿಗೆ ಉಚಿತ ಕಂಪ್ಯೂಟರ್ ತರಬೇತಿ ನೀಡಲಾಗುವುದು. ಆಸಕ್ತರು ಹೆಸರು ನೋಂದಾಯಿಸಬಹುದು.: [427, 616, 507, 658]
divider: [296, 598, 297, 960]
power-headline: ಇಂದು ವಿದ್ಯುತ್ ವ್ಯತ್ಯಯ: [305, 600, 396, 614]
divider: [517, 195, 518, 595]
lead-body-col3: ಮತ್ತು ಒತ್ತುವರಿ ತೆರವು ಮಾಡಬೇಕು. ಬೆಟ್ಟದ ತಪ್ಪಲಿನಲ್ಲಿ ಪಾರಂಪರಿಕ ಪ್ರದೇಶವಿದ್ದು ಇಲ್ಲಿ ಬಹುಮಹಡಿ ಕಟ್ಟಡಗಳಿಗೆ ಅವಕಾಶ ನೀಡಬಾರದು. ಬೆಟ್ಟದಲ್ಲಿ ಈಗಾಗಲೇ ಹಲವು ಕಡೆ ಭೂ ಕುಸಿತ ಉಂಟಾಗಿದೆ. ರಸ್ತೆಗಳು ಬಿರುಕು ಬಿಟ್ಟಿವೆ. ಪರಿಸರ ತಜ್ಞರ ಸಮಿತಿ ರಚಿಸಿ ಅಧ್ಯಯನ ನಡೆಸಬೇಕು. ಅಲ್ಲಿಯವರೆಗೆ ಹೊಸ ಕಾಮಗಾರಿಗೆ ಅನುಮತಿ ನೀಡಬಾರದು ಎಂದು ಆಗ್ರಹಿಸಿದರು. ಗೋಷ್ಠಿಯಲ್ಲಿ ಮುಖಂಡರು ಹಾಜರಿದ್ದರು.: [297, 440, 412, 499]
kinnal-photo-caption: ಮೈಸೂರು ದಸರಾ ವಸ್ತುಪ್ರದರ್ಶನದಲ್ಲಿ ಕನ್ನಡ ಮತ್ತು ಸಂಸ್ಕೃತಿ ಇಲಾಖೆಯ ಕಿನ್ನಾಳ ಕಲೆ ಆಯಾಮಗೊಳಿಸಿರುವ ‘ಕಿನ್ನಾಳ ಕಲಾ’ ಮಳಿಗೆ ಪ್ರವಾಸಿಗ ನೆಟ್ಟಿನ ಆಕರ್ಷಣೆಯಾಗಿ ಎಲ್ಲರ ಕಣ್ಣ ಸೆಳೆಯುತ್ತಿದೆ.: [435, 890, 797, 897]
interview-headline: ಅ.220ರಂದು ಸಂದರ್ಶನ ಕ್ಯಾಂಪ್ ಶಿಬಿರ: [710, 600, 865, 614]
divider: [262, 1114, 263, 1384]
registration-dot: [902, 1392, 911, 1401]
world-s3-title-line1: ಗಾಜಾದಲ್ಲಿ ಇಸ್ರೇಲ್ ದಾಳಿಯಲ್ಲಿ ಸತ್ತವರ: [410, 1115, 505, 1124]
lead-headline-line2: ಬ್ರೇಕ್ ಹಾಕಿ; ಬೆಟ್ಟದ ತಪ್ಪಲು ಕಾಂಕ್ರಿಟ್ ಕಾಡಾಗುವುದ ತಪ್ಪಿಸಿ: [132, 123, 813, 167]
world-s1-body-top: ಢಾಕಾ: ಬಾಂಗ್ಲಾದೇಶದ ಪದಚ್ಯುತ ಪ್ರಧಾನಿ ಶೇಖ್ ಹಸೀನಾ ವಿರುದ್ಧ ಅಂತಾರಾಷ್ಟ್ರೀಯ ಅಪರಾಧ ನ್ಯಾಯಮಂಡಳಿ ಬಂಧನ ವಾರಂಟ್ ಹೊರಡಿಸಿದೆ. ವಿದ್ಯಾರ್ಥಿಗಳ ಪ್ರತಿಭಟನೆ ವೇಳೆ ನಡೆದ ಹತ್ಯಾಕಾಂಡಕ್ಕೆ ಸಂಬಂಧಿಸಿದಂತೆ ಈ ವಾರಂಟ್ ಹೊರಡಿಸಲಾಗಿದೆ.: [60, 1163, 258, 1188]
registration-dot: [694, 1392, 703, 1401]
lead-headline-line1: ಚಾಮುಂಡಿಬೆಟ್ಟದ ಸುತ್ತಮುತ್ತ ಅಪಾರ್ಟ್‌ಮೆಂಟ್ ನಿರ್ಮಾಣಕ್ಕೆ: [124, 81, 821, 125]
page-label: ಪುಟ: [15, 58, 27, 67]
bullet-text: ಕೇರಳದ ವೈನಾಡಿನಲ್ಲಿ ಆದಂತೆ ಭೂ ಕುಸಿತ ಆತಂಕ: [112, 218, 229, 227]
world-s5-body-top: ಸೋಲ್: ದಕ್ಷಿಣ ಕೊರಿಯಾ ವಿರುದ್ಧ ಉದ್ವಿಗ್ನತೆ ಹೆಚ್ಚಾಗುತ್ತಿರುವ ಹಿನ್ನೆಲೆಯಲ್ಲಿ ಉತ್ತರ ಕೊರಿಯಾದ ಸೇನೆಗೆ 14 ಲಕ್ಷ ಯುವಕರು ಸೇರ್ಪಡೆಯಾಗಿದ್ದಾರೆ ಎಂದು ಅಲ್ಲಿನ ಸರ್ಕಾರಿ ಮಾಧ್ಯಮ ವರದಿ ಮಾಡಿದೆ.: [744, 1146, 838, 1188]
world-s1-body: ನ.18ರೊಳಗೆ ನ್ಯಾಯಮಂಡಳಿ ಮುಂದೆ ಹಾಜರುಪಡಿಸುವಂತೆ ಸೂಚಿಸಲಾಗಿದೆ. ಹಸೀನಾ ಸೇರಿದಂತೆ 45 ಜನರ ವಿರುದ್ಧ ವಾರಂಟ್ ಜಾರಿ ಮಾಡಲಾಗಿದೆ. ಆಗಸ್ಟ್‌ನಲ್ಲಿ ನಡೆದ ವಿದ್ಯಾರ್ಥಿ ಚಳವಳಿಯಲ್ಲಿ ನೂರಾರು ಜನರು ಮೃತಪಟ್ಟಿದ್ದರು. ಪ್ರತಿಭಟನೆಯ ತೀವ್ರತೆ ಹೆಚ್ಚಾದ ಹಿನ್ನೆಲೆಯಲ್ಲಿ ಹಸೀನಾ ದೇಶ ತೊರೆದು ಭಾರತಕ್ಕೆ ಆಗಮಿಸಿದ್ದರು. ಪ್ರಸ್ತುತ ಅವರು ಭಾರತದಲ್ಲಿ ಆಶ್ರಯ ಪಡೆದಿದ್ದಾರೆ. ನ್ಯಾಯಮಂಡಳಿಯ ಮುಖ್ಯ ಅಭಿಯೋಜಕರು ಈ ಕುರಿತು ಮಾಹಿತಿ ನೀಡಿದ್ದಾರೆ. ಹಸೀನಾ ಅವರ ಪಕ್ಷದ ಹಲವು ನಾಯಕರ ವಿರುದ್ಧವೂ ಪ್ರಕರಣ ದಾಖಲಾಗಿದೆ. ಬಾಂಗ್ಲಾದೇಶದ ಮಧ್ಯಂತರ ಸರ್ಕಾರ ಈ ಬಗ್ಗೆ ಭಾರತಕ್ಕೆ ಮನವಿ ಮಾಡುವ ಸಾಧ್ಯತೆ ಇದೆ.: [14, 1220, 258, 1262]
world-s3-body-top: ಗಾಜಾ: ಗಾಜಾ ಪಟ್ಟಿಯಲ್ಲಿ ಇಸ್ರೇಲ್ ದಾಳಿ ಮುಂದುವರೆದಿದೆ.: [409, 1140, 459, 1165]
interior-visitor: [641, 794, 665, 854]
divider: [12, 595, 933, 596]
kinnal-headline: ಪ್ರವಾಸಿಗರ ಆಕರ್ಷಿಸುತ್ತಿದೆ ‘ಕಿನ್ನಾಳ ಕಲಾ’ ಮಳಿಗೆ: [439, 710, 795, 737]
kinnal-photo-interior: [601, 744, 932, 888]
print-registration-dots: [0, 1392, 945, 1406]
world-section-label: ದೇಶ - ವಿದೇಶ: [12, 1114, 142, 1134]
divider: [566, 1114, 567, 1384]
registration-dot: [468, 1392, 477, 1401]
registration-dot: [44, 1392, 53, 1401]
subhead-safety: ಸುರಕ್ಷತೆ ಅಧ್ಯಯನ ಕ್ರಮ:: [421, 332, 478, 340]
lead-body-col2: ಬೆಟ್ಟದ ಅಕ್ಕಪಕ್ಕದ ಪ್ರದೇಶದಲ್ಲಿ ಹೊರಗಿನವರು ಜಮೀನು ಖರೀದಿಸಿ ಕಟ್ಟಡ ನಿರ್ಮಾಣಕ್ಕೆ ಮುಂದಾಗಿದ್ದಾರೆ. ನೂರಾರು ವರ್ಷಗಳ ಇತಿಹಾಸ ಹೊಂದಿರುವ ಬೆಟ್ಟವನ್ನು ಸಂರಕ್ಷಿಸುವುದು ಎಲ್ಲರ ಜವಾಬ್ದಾರಿ. ಜಿಲ್ಲಾಡಳಿತ ಹಾಗೂ ಪಾಲಿಕೆ ಅಧಿಕಾರಿಗಳು ಈ ಬಗ್ಗೆ ಗಂಭೀರವಾಗಿ ಪರಿಗಣಿಸಬೇಕು. ಸರ್ಕಾರ ಕೂಡಲೇ ಮಧ್ಯಪ್ರವೇಶಿಸಿ ಕಾಮಗಾರಿ ಸ್ಥಗಿತಗೊಳಿಸಬೇಕು. ಇಲ್ಲವಾದಲ್ಲಿ ಹೋರಾಟ ನಡೆಸಲಾಗುವುದು ಎಂದು ಎಚ್ಚರಿಸಿದರು. ಚಾಮುಂಡಿ ಬೆಟ್ಟದ ಅಭಿವೃದ್ಧಿ ಪ್ರಾಧಿಕಾರ ರಚನೆಯ ಉದ್ದೇಶ ಬೆಟ್ಟದ ಸಂರಕ್ಷಣೆ.: [182, 440, 292, 525]
kinnal-body-col1: ಮೈಸೂರು, ಅ.17 ಸುಂದರ, ಆಕರ್ಷಕ ಮತ್ತು ಕಣ್ಮನ ಸೆಳೆಯುವ ಕಲಾಕೃತಿಗಳು ದಸರಾ ವಸ್ತುಪ್ರದರ್ಶನದಲ್ಲಿ ಸಾರ್ವಜನಿಕರ ಗಮನ ಸೆಳೆಯುತ್ತಿವೆ.: [300, 902, 448, 918]
page-header: [12, 52, 933, 78]
registration-dot: [30, 1392, 39, 1401]
masthead-title: ಮೈಸೂರು ಮಿತ್ರ: [427, 52, 517, 73]
world-s5-photo: [842, 1146, 932, 1234]
computer-body-col2: ತರಬೇತಿ ಅವಧಿ 3 ತಿಂಗಳು. ಪ್ರಮಾಣಪತ್ರ ನೀಡಲಾಗುವುದು.: [511, 669, 559, 694]
computer-photo: [511, 616, 559, 666]
